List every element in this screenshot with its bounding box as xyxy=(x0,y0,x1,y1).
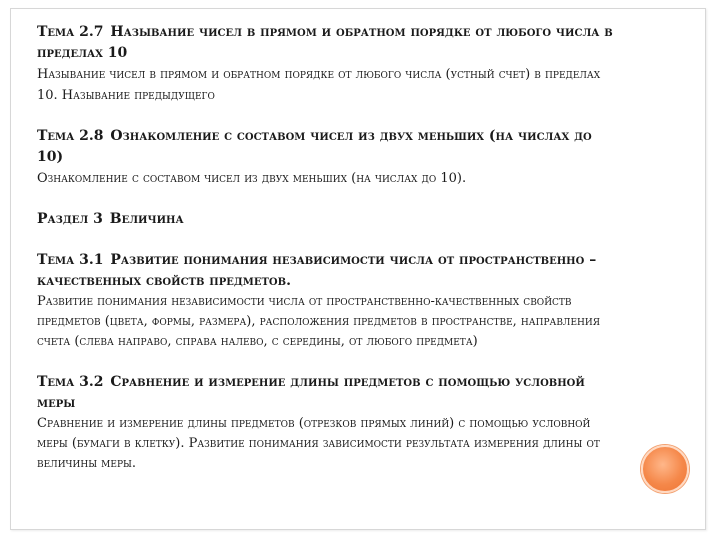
section-topic-2-8 xyxy=(37,126,617,189)
section-body: Развитие понимания независимости числа от пространственно-качественных свойств предметов (цвета, формы, размера), расположения предметов в пространстве, направления счета (слева направо, справа налево, с середины, от любого предмета) xyxy=(37,294,600,349)
section-body: Сравнение и измерение длины предметов (отрезков прямых линий) с помощью условной меры (бумаги в клетку). Развитие понимания зависимости результата измерения длины от величины меры. xyxy=(37,416,600,471)
section-topic-3-2 xyxy=(37,372,617,474)
section-number: Раздел 3 xyxy=(37,211,103,227)
section-heading xyxy=(37,372,617,414)
section-heading xyxy=(37,250,617,292)
section-heading xyxy=(37,209,617,230)
section-number: Тема 2.8 xyxy=(37,128,104,144)
section-number: Тема 2.7 xyxy=(37,24,104,40)
section-heading xyxy=(37,126,617,168)
section-body: Ознакомление с составом чисел из двух меньших (на числах до 10). xyxy=(37,171,467,186)
section-topic-2-7 xyxy=(37,22,617,106)
section-topic-3-1 xyxy=(37,250,617,352)
section-body: Называние чисел в прямом и обратном порядке от любого числа (устный счет) в пределах 10. Называние предыдущего xyxy=(37,67,601,103)
section-title: Величина xyxy=(109,211,184,227)
decorative-circle-icon xyxy=(641,445,689,493)
section-title: Ознакомление с составом чисел из двух меньших (на числах до 10) xyxy=(37,128,592,165)
section-title: Называние чисел в прямом и обратном порядке от любого числа в пределах 10 xyxy=(37,24,613,61)
section-heading xyxy=(37,22,617,64)
section-number: Тема 3.1 xyxy=(37,252,104,268)
slide-content xyxy=(37,22,617,494)
section-part-3 xyxy=(37,209,617,230)
section-number: Тема 3.2 xyxy=(37,374,104,390)
section-title: Сравнение и измерение длины предметов с помощью условной меры xyxy=(37,374,585,411)
section-title: Развитие понимания независимости числа от пространственно – качественных свойств предметов. xyxy=(37,252,597,289)
